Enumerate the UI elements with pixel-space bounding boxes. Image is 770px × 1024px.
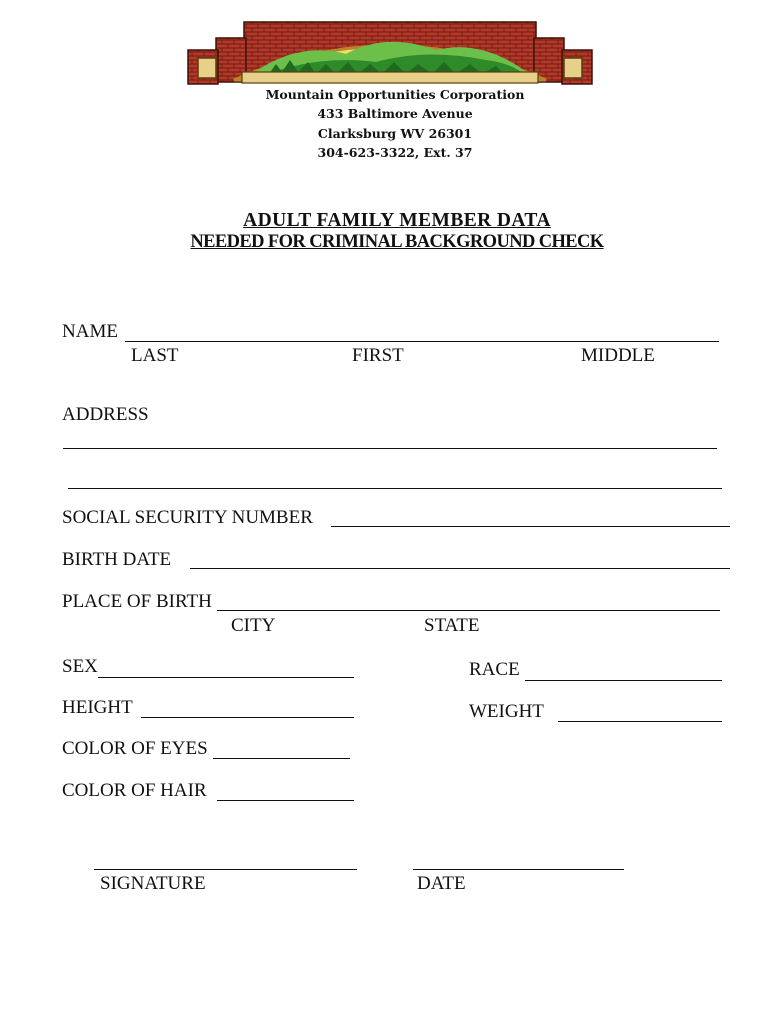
address-line-1[interactable] <box>63 448 717 449</box>
hair-color-label: COLOR OF HAIR <box>62 780 207 801</box>
ssn-field-line[interactable] <box>331 526 730 527</box>
height-field-line[interactable] <box>141 717 354 718</box>
weight-label: WEIGHT <box>469 701 544 722</box>
pob-city-label: CITY <box>231 615 276 636</box>
form-title-line1: ADULT FAMILY MEMBER DATA <box>243 210 551 231</box>
birth-date-label: BIRTH DATE <box>62 549 172 570</box>
date-label: DATE <box>417 873 466 894</box>
name-last-label: LAST <box>131 345 179 366</box>
height-label: HEIGHT <box>62 697 133 718</box>
eye-color-label: COLOR OF EYES <box>62 738 208 759</box>
date-field-line[interactable] <box>413 869 624 870</box>
sex-label: SEX <box>62 656 98 677</box>
org-street: 433 Baltimore Avenue <box>317 106 473 121</box>
place-of-birth-field-line[interactable] <box>217 610 720 611</box>
org-city-state-zip: Clarksburg WV 26301 <box>317 126 473 141</box>
mountain-opportunities-logo <box>186 20 594 88</box>
hair-color-field-line[interactable] <box>217 800 354 801</box>
name-middle-label: MIDDLE <box>581 345 655 366</box>
race-field-line[interactable] <box>525 680 722 681</box>
signature-field-line[interactable] <box>94 869 357 870</box>
birth-date-field-line[interactable] <box>190 568 730 569</box>
weight-field-line[interactable] <box>558 721 722 722</box>
sex-field-line[interactable] <box>98 677 354 678</box>
form-title-line2: NEEDED FOR CRIMINAL BACKGROUND CHECK <box>190 232 604 252</box>
name-field-line[interactable] <box>125 341 719 342</box>
address-label: ADDRESS <box>62 404 149 425</box>
name-first-label: FIRST <box>352 345 404 366</box>
org-phone: 304-623-3322, Ext. 37 <box>317 145 473 160</box>
place-of-birth-label: PLACE OF BIRTH <box>62 591 212 612</box>
signature-label: SIGNATURE <box>100 873 206 894</box>
race-label: RACE <box>469 659 520 680</box>
ssn-label: SOCIAL SECURITY NUMBER <box>62 507 313 528</box>
org-name: Mountain Opportunities Corporation <box>265 87 525 102</box>
address-line-2[interactable] <box>68 488 722 489</box>
eye-color-field-line[interactable] <box>213 758 350 759</box>
pob-state-label: STATE <box>424 615 480 636</box>
name-label: NAME <box>62 321 118 342</box>
